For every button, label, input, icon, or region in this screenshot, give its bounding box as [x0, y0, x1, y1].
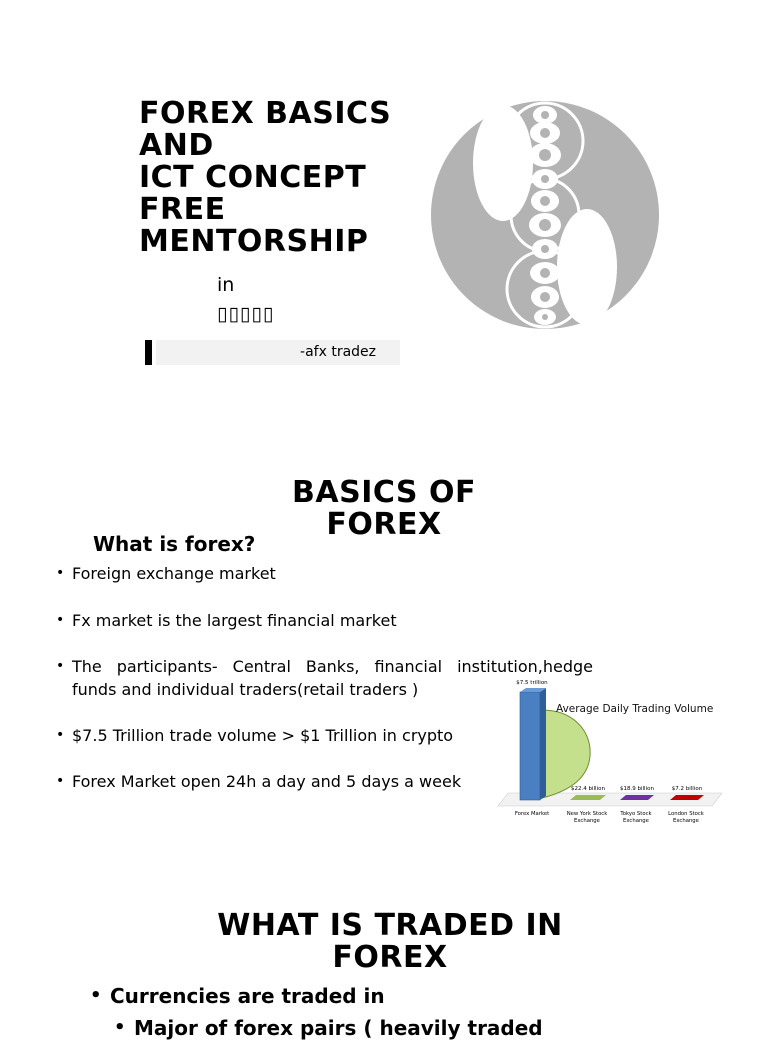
tick-label: Exchange — [673, 818, 699, 824]
tick-label: Tokyo Stock — [620, 811, 652, 817]
data-label: $18.9 billion — [620, 786, 654, 792]
list-item: • Currencies are traded in — [90, 983, 543, 1009]
author-accent-bar — [145, 340, 152, 365]
slide2-title: BASICS OF FOREX — [292, 475, 476, 542]
bar-side — [540, 688, 546, 800]
list-item: • Forex Market open 24h a day and 5 days a week — [56, 770, 593, 793]
list-item: • Foreign exchange market — [56, 562, 593, 585]
circular-ornament-icon — [431, 101, 659, 329]
title-line-2: AND — [139, 128, 214, 163]
data-label: $7.2 billion — [671, 786, 703, 792]
chart-title: Average Daily Trading Volume — [556, 703, 714, 715]
traded-bullet-list — [90, 983, 543, 1041]
list-item: • $7.5 Trillion trade volume > $1 Trillion in crypto — [56, 724, 593, 747]
subtitle-in: in — [217, 274, 235, 296]
slide3-title: WHAT IS TRADED IN FOREX — [217, 908, 563, 975]
tick-label: London Stock — [668, 811, 704, 817]
subtitle-script: ▯▯▯▯▯ — [217, 303, 275, 325]
tick-label: New York Stock — [566, 811, 608, 817]
bar — [520, 692, 540, 800]
list-item: • Major of forex pairs ( heavily traded — [114, 1015, 543, 1041]
data-label: $7.5 trillion — [516, 680, 548, 686]
bar — [570, 795, 606, 800]
title-line-3: ICT CONCEPT — [139, 160, 367, 195]
tick-label: Exchange — [574, 818, 600, 824]
title-line-4: FREE — [139, 192, 226, 227]
tick-label: Exchange — [623, 818, 649, 824]
title-line-1: FOREX BASICS — [139, 96, 392, 131]
author-credit: -afx tradez — [156, 340, 400, 365]
title-line-5: MENTORSHIP — [139, 224, 369, 259]
pie-slice — [542, 710, 590, 798]
tick-label: Forex Market — [514, 811, 550, 817]
question-heading: What is forex? — [93, 532, 256, 556]
list-item: • The participants- Central Banks, financial institution,hedge funds and individual traders(retail traders ) — [56, 655, 593, 701]
data-label: $22.4 billion — [571, 786, 605, 792]
trading-volume-chart — [494, 680, 726, 830]
list-item: • Fx market is the largest financial market — [56, 609, 593, 632]
